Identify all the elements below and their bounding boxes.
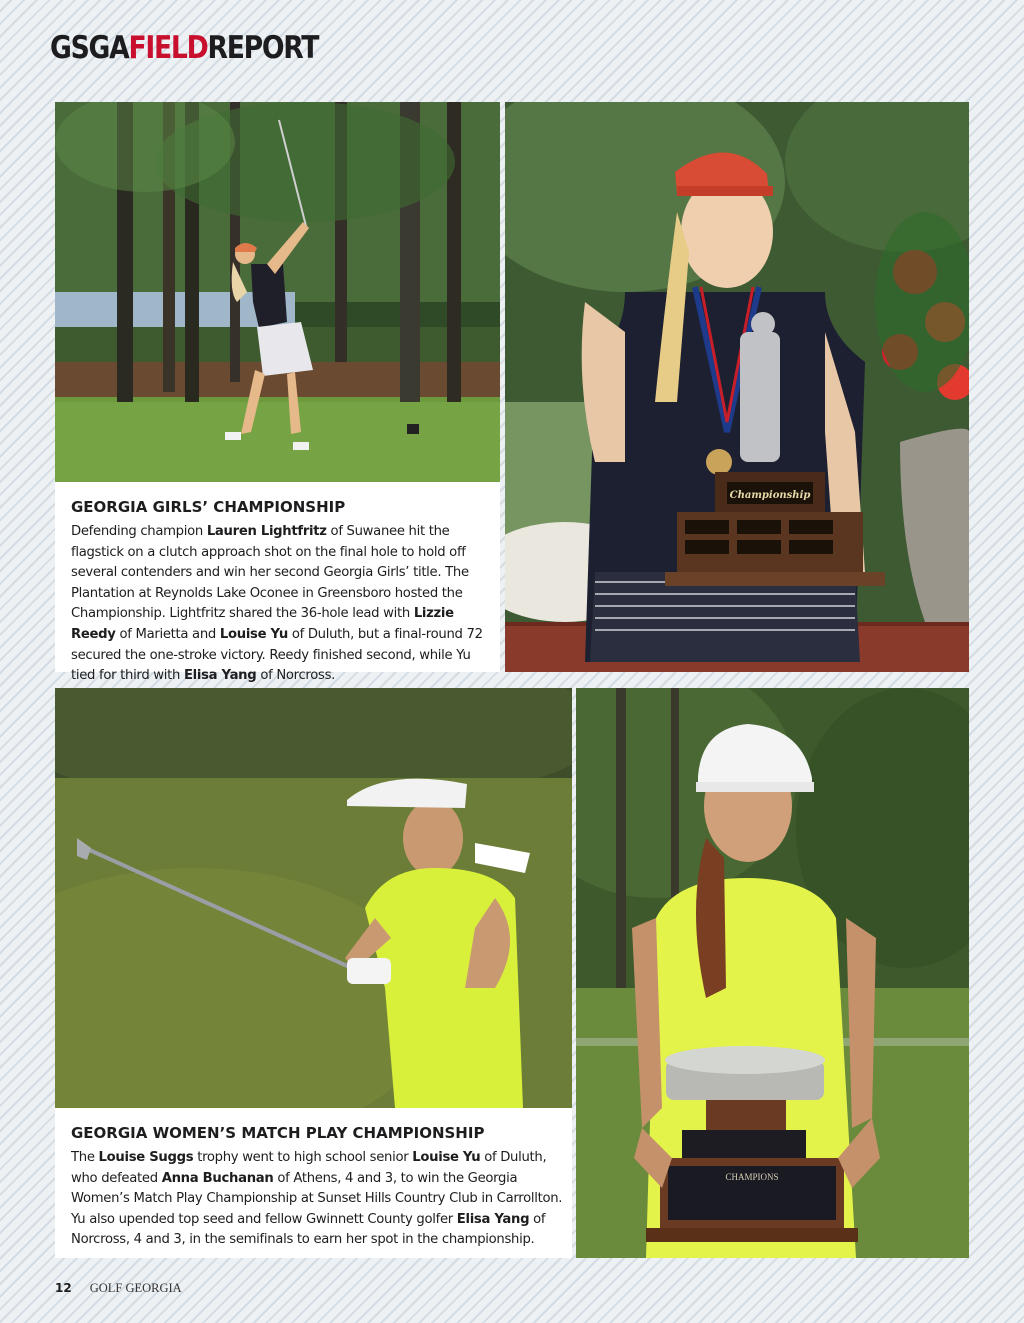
match-play-body: [71, 1148, 563, 1251]
name-elisa-yang: Elisa Yang: [456, 1211, 530, 1227]
page-footer: [55, 1281, 182, 1296]
match-play-card: [55, 688, 572, 1258]
body-text: of Duluth, but a final-round 72 secured the one-stroke victory. Reedy finished second, while Yu tied for third with: [71, 626, 483, 684]
name-louise-yu: Louise Yu: [412, 1150, 481, 1165]
magazine-section-header: [50, 28, 318, 68]
name-elisa-yang: Elisa Yang: [183, 668, 257, 684]
golfer-swing-photo: [55, 102, 500, 482]
name-lizzie-reedy: Lizzie Reedy: [71, 606, 454, 642]
name-anna-buchanan: Anna Buchanan: [161, 1170, 274, 1186]
header-gsga: GSGA: [50, 30, 129, 66]
golfer-followthrough-photo: [55, 688, 572, 1108]
header-field: FIELD: [128, 30, 208, 66]
trophy-portrait-image: [505, 102, 969, 672]
girls-championship-caption: [71, 498, 489, 687]
header-report: REPORT: [207, 30, 319, 66]
girls-championship-title: GEORGIA GIRLS’ CHAMPIONSHIP: [71, 498, 346, 516]
golfer-followthrough-image: [55, 688, 572, 1108]
page-number: 12: [55, 1281, 72, 1295]
body-text: of Duluth, who defeated: [71, 1150, 547, 1186]
trophy-portrait-photo: [505, 102, 969, 672]
match-play-title: GEORGIA WOMEN’S MATCH PLAY CHAMPIONSHIP: [71, 1124, 485, 1142]
body-text: Defending champion: [71, 524, 207, 539]
publication-name: GOLF GEORGIA: [89, 1281, 182, 1295]
golfer-swing-image: [55, 102, 500, 482]
name-louise-yu: Louise Yu: [219, 626, 288, 642]
body-text: of Norcross.: [256, 668, 336, 684]
body-text: of Marietta and: [115, 626, 220, 642]
name-lauren-lightfritz: Lauren Lightfritz: [206, 524, 327, 539]
match-play-trophy-image: [576, 688, 969, 1258]
body-text: of Suwanee hit the flagstick on a clutch approach shot on the final hole to hold off several contenders and win her second Georgia Girls’ title. The Plantation at Reynolds Lake Oconee in Greensboro hosted the Championship. Lightfritz shared the 36-hole lead with: [71, 524, 469, 622]
trophy-champions-label: CHAMPIONS: [725, 1172, 779, 1182]
body-text: trophy went to high school senior: [193, 1150, 413, 1165]
match-play-trophy-photo: [576, 688, 969, 1258]
body-text: of Norcross, 4 and 3, in the semifinals to earn her spot in the championship.: [71, 1211, 546, 1248]
girls-championship-card: [55, 102, 500, 684]
body-text: of Athens, 4 and 3, to win the Georgia Women’s Match Play Championship at Sunset Hills Country Club in Carrollton. Yu also upended top seed and fellow Gwinnett County golfer: [71, 1170, 563, 1227]
name-louise-suggs: Louise Suggs: [98, 1150, 194, 1165]
match-play-caption: [71, 1124, 563, 1251]
trophy-plaque-title: Championship: [729, 490, 811, 501]
body-text: The: [71, 1150, 99, 1165]
girls-championship-body: [71, 522, 489, 687]
